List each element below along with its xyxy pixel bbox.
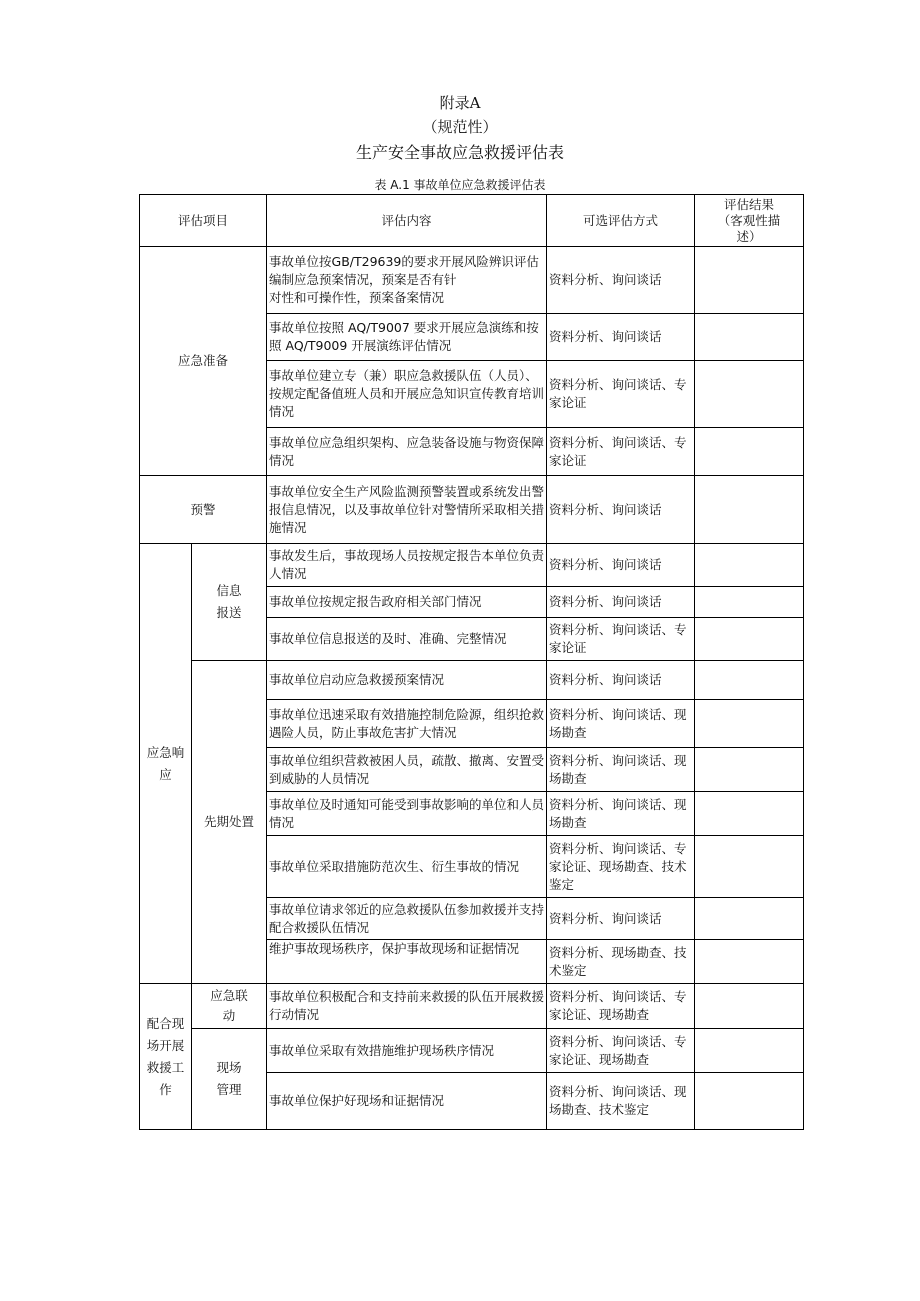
- method-cell: 资料分析、询问谈话、专家论证: [547, 428, 695, 476]
- method-cell: 资料分析、询问谈话、现场勘查: [547, 700, 695, 748]
- method-cell: 资料分析、询问谈话、现场勘查: [547, 792, 695, 836]
- table-caption: 表 A.1 事故单位应急救援评估表: [374, 178, 546, 192]
- result-cell[interactable]: [695, 984, 804, 1029]
- method-cell: 资料分析、询问谈话、现场勘查: [547, 748, 695, 792]
- method-cell: 资料分析、询问谈话、专家论证: [547, 618, 695, 661]
- method-cell: 资料分析、询问谈话、专家论证、现场勘查: [547, 1029, 695, 1073]
- content-cell: 事故单位启动应急救援预案情况: [267, 661, 547, 700]
- category-emergency-response: 应急响 应: [140, 544, 192, 984]
- method-cell: 资料分析、询问谈话: [547, 247, 695, 314]
- subcategory-initial-disposal: 先期处置: [192, 661, 267, 984]
- result-cell[interactable]: [695, 898, 804, 940]
- subcategory-information-reporting: 信息 报送: [192, 544, 267, 661]
- method-cell: 资料分析、询问谈话、专家论证、现场勘查: [547, 984, 695, 1029]
- content-cell: 事故单位按规定报告政府相关部门情况: [267, 587, 547, 618]
- content-cell: 事故单位应急组织架构、应急装备设施与物资保障情况: [267, 428, 547, 476]
- content-cell: 事故单位组织营救被困人员，疏散、撤离、安置受到威胁的人员情况: [267, 748, 547, 792]
- result-cell[interactable]: [695, 940, 804, 984]
- evaluation-table: [139, 194, 804, 1130]
- content-cell: 事故单位迅速采取有效措施控制危险源，组织抢救遇险人员，防止事故危害扩大情况: [267, 700, 547, 748]
- content-cell: 事故单位信息报送的及时、准确、完整情况: [267, 618, 547, 661]
- method-cell: 资料分析、现场勘查、技术鉴定: [547, 940, 695, 984]
- table-row: [140, 247, 804, 314]
- subcategory-site-management: 现场 管理: [192, 1029, 267, 1130]
- result-cell[interactable]: [695, 700, 804, 748]
- result-cell[interactable]: [695, 247, 804, 314]
- result-cell[interactable]: [695, 792, 804, 836]
- method-cell: 资料分析、询问谈话: [547, 898, 695, 940]
- result-cell[interactable]: [695, 361, 804, 428]
- content-cell: 维护事故现场秩序，保护事故现场和证据情况: [267, 940, 547, 984]
- content-cell: 事故单位保护好现场和证据情况: [267, 1073, 547, 1130]
- result-cell[interactable]: [695, 661, 804, 700]
- result-cell[interactable]: [695, 836, 804, 898]
- method-cell: 资料分析、询问谈话、专家论证、现场勘查、技术鉴定: [547, 836, 695, 898]
- result-cell[interactable]: [695, 748, 804, 792]
- content-cell: 事故单位采取措施防范次生、衍生事故的情况: [267, 836, 547, 898]
- table-row: [140, 661, 804, 700]
- content-cell: 事故单位安全生产风险监测预警装置或系统发出警报信息情况，以及事故单位针对警情所采取相关措施情况: [267, 476, 547, 544]
- result-cell[interactable]: [695, 544, 804, 587]
- table-row: [140, 476, 804, 544]
- category-early-warning: 预警: [140, 476, 267, 544]
- content-cell: 事故单位及时通知可能受到事故影响的单位和人员情况: [267, 792, 547, 836]
- result-cell[interactable]: [695, 476, 804, 544]
- table-row: [140, 544, 804, 587]
- column-header-item: 评估项目: [140, 195, 267, 247]
- method-cell: 资料分析、询问谈话: [547, 544, 695, 587]
- column-header-result: 评估结果 （客观性描 述）: [695, 195, 804, 247]
- method-cell: 资料分析、询问谈话: [547, 587, 695, 618]
- method-cell: 资料分析、询问谈话: [547, 476, 695, 544]
- content-cell: 事故单位按照 AQ/T9007 要求开展应急演练和按照 AQ/T9009 开展演练评估情况: [267, 314, 547, 361]
- result-cell[interactable]: [695, 314, 804, 361]
- content-cell: 事故发生后，事故现场人员按规定报告本单位负责人情况: [267, 544, 547, 587]
- content-cell: 事故单位请求邻近的应急救援队伍参加救援并支持配合救援队伍情况: [267, 898, 547, 940]
- method-cell: 资料分析、询问谈话: [547, 661, 695, 700]
- subcategory-emergency-linkage: 应急联 动: [192, 984, 267, 1029]
- result-cell[interactable]: [695, 1073, 804, 1130]
- table-header-row: [140, 195, 804, 247]
- content-cell: 事故单位积极配合和支持前来救援的队伍开展救援行动情况: [267, 984, 547, 1029]
- method-cell: 资料分析、询问谈话、现场勘查、技术鉴定: [547, 1073, 695, 1130]
- appendix-label: 附录A: [439, 94, 481, 112]
- appendix-nature: （规范性）: [422, 118, 498, 136]
- content-cell: 事故单位建立专（兼）职应急救援队伍（人员）、按规定配备值班人员和开展应急知识宣传教育培训情况: [267, 361, 547, 428]
- result-cell[interactable]: [695, 428, 804, 476]
- table-row: [140, 984, 804, 1029]
- content-cell: 事故单位采取有效措施维护现场秩序情况: [267, 1029, 547, 1073]
- table-row: [140, 1029, 804, 1073]
- content-cell: 事故单位按GB/T29639的要求开展风险辨识评估编制应急预案情况，预案是否有针 对性和可操作性，预案备案情况: [267, 247, 547, 314]
- result-cell[interactable]: [695, 587, 804, 618]
- column-header-content: 评估内容: [267, 195, 547, 247]
- category-emergency-preparation: 应急准备: [140, 247, 267, 476]
- column-header-method: 可选评估方式: [547, 195, 695, 247]
- result-cell[interactable]: [695, 618, 804, 661]
- method-cell: 资料分析、询问谈话: [547, 314, 695, 361]
- result-cell[interactable]: [695, 1029, 804, 1073]
- method-cell: 资料分析、询问谈话、专家论证: [547, 361, 695, 428]
- document-title: 生产安全事故应急救援评估表: [355, 143, 564, 162]
- category-on-site-rescue-cooperation: 配合现 场开展 救援工 作: [140, 984, 192, 1130]
